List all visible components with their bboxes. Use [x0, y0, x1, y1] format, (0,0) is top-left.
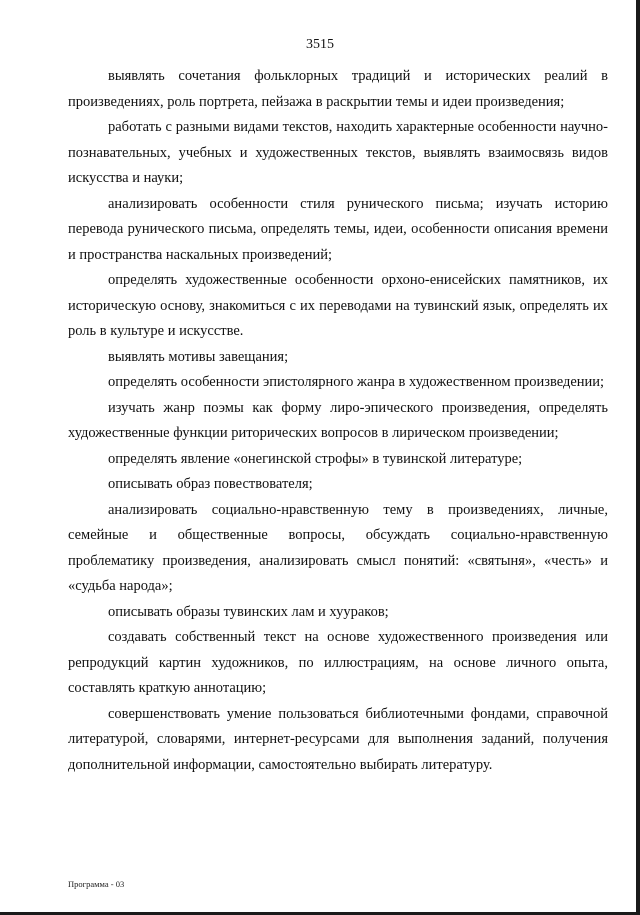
paragraph-10: анализировать социально-нравственную тему в произведениях, личные, семейные и общественные вопросы, обсуждать социально-нравственную проблематику произведения, анализировать смысл понятий: «святыня», «честь» и «судьба народа»; [68, 501, 608, 594]
paragraph-2: работать с разными видами текстов, находить характерные особенности научно-познавательных, учебных и художественных текстов, выявлять взаимосвязь видов искусства и науки; [68, 119, 608, 186]
paragraph-12: создавать собственный текст на основе художественного произведения или репродукций картин художников, по иллюстрациям, на основе личного опыта, составлять краткую аннотацию; [68, 629, 608, 696]
paragraph-13: совершенствовать умение пользоваться библиотечными фондами, справочной литературой, словарями, интернет-ресурсами для выполнения заданий, получения дополнительной информации, самостоятельно выбирать литературу. [68, 705, 608, 773]
paragraph-5: выявлять мотивы завещания; [108, 348, 289, 365]
paragraph-9: описывать образ повествователя; [108, 476, 313, 492]
paragraph-3: анализировать особенности стиля рунического письма; изучать историю перевода рунического письма, определять темы, идеи, особенности описания времени и пространства наскальных произведений; [68, 195, 608, 263]
paragraph-6: определять особенности эпистолярного жанра в художественном произведении; [108, 374, 605, 390]
paragraph-4: определять художественные особенности орхоно-енисейских памятников, их историческую основу, знакомиться с их переводами на тувинский язык, определять их роль в культуре и искусстве. [68, 272, 608, 339]
page-number: 3515 [306, 37, 334, 52]
body-text [68, 64, 608, 778]
scan-edge-right [636, 0, 640, 915]
paragraph-8: определять явление «онегинской строфы» в тувинской литературе; [108, 450, 523, 467]
paragraph-11: описывать образы тувинских лам и хуураков; [108, 603, 389, 620]
footer-label: Программа - 03 [68, 879, 125, 889]
paragraph-7: изучать жанр поэмы как форму лиро-эпического произведения, определять художественные функции риторических вопросов в лирическом произведении; [68, 399, 608, 441]
paragraph-1: выявлять сочетания фольклорных традиций и исторических реалий в произведениях, роль портрета, пейзажа в раскрытии темы и идеи произведения; [68, 68, 608, 110]
